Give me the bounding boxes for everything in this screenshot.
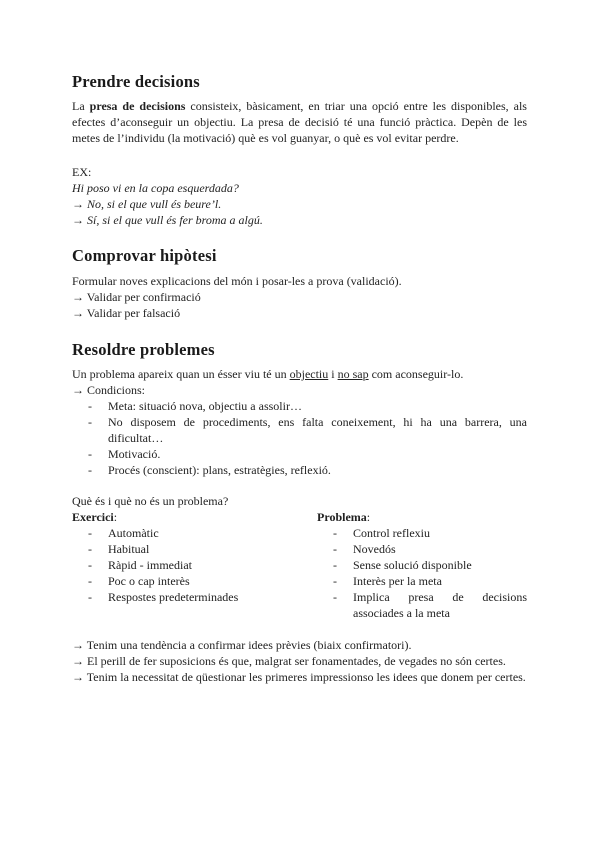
problem-intro (72, 366, 463, 382)
list-item: - Respostes predeterminades (72, 589, 299, 605)
underlined-objectiu: objectiu (289, 367, 329, 381)
hypothesis-text: Formular noves explicacions del món i posar-les a prova (validació). (72, 274, 402, 288)
underlined-no-sap: no sap (337, 367, 369, 381)
column-heading-exercici (72, 509, 299, 525)
text-span: La (72, 99, 90, 113)
list-item: - Ràpid - immediat (72, 557, 299, 573)
list-item: - Implica presa de decisions associades a la meta (317, 589, 527, 621)
heading-comprovar-hipotesi: Comprovar hipòtesi (72, 246, 217, 265)
note-questioning: → Tenim la necessitat de qüestionar les primeres impressionso les idees que donem per certes. (72, 670, 526, 684)
comparison-columns (72, 509, 527, 621)
text-span: Un problema apareix quan un ésser viu té un (72, 367, 290, 381)
list-item: - Habitual (72, 541, 299, 557)
list-item: - No disposem de procediments, ens falta coneixement, hi ha una barrera, una dificultat… (72, 414, 527, 446)
note-confirmation-bias: → Tenim una tendència a confirmar idees prèvies (biaix confirmatori). (72, 638, 412, 652)
column-heading-problema (317, 509, 527, 525)
list-item: - Novedós (317, 541, 527, 557)
exercici-title: Exercici (72, 510, 114, 524)
column-exercici (72, 509, 299, 621)
problema-title: Problema (317, 510, 367, 524)
example-answer-yes: → Sí, si el que vull és fer broma a algú. (72, 213, 263, 227)
problem-question: Què és i què no és un problema? (72, 494, 229, 508)
list-item: - Meta: situació nova, objectiu a assolir… (72, 398, 527, 414)
text-span: i (328, 367, 338, 381)
problema-list (317, 525, 527, 621)
paragraph-decisions (72, 98, 527, 146)
column-problema (317, 509, 527, 621)
list-item: - Interès per la meta (317, 573, 527, 589)
text-span: : (113, 510, 118, 524)
heading-prendre-decisions: Prendre decisions (72, 72, 200, 91)
validation-falsification: → Validar per falsació (72, 306, 181, 320)
list-item: - Motivació. (72, 446, 527, 462)
list-item: - Poc o cap interès (72, 573, 299, 589)
validation-confirmation: → Validar per confirmació (72, 290, 201, 304)
example-question: Hi poso vi en la copa esquerdada? (72, 181, 239, 195)
bold-term: presa de decisions (89, 99, 186, 113)
exercici-list (72, 525, 299, 605)
conditions-list (72, 398, 527, 478)
list-item: - Automàtic (72, 525, 299, 541)
text-span: : (366, 510, 371, 524)
list-item: - Control reflexiu (317, 525, 527, 541)
list-item: - Sense solució disponible (317, 557, 527, 573)
list-item: - Procés (conscient): plans, estratègies, reflexió. (72, 462, 527, 478)
heading-resoldre-problemes: Resoldre problemes (72, 340, 215, 359)
text-span: com aconseguir-lo. (368, 367, 464, 381)
text-span: consisteix, bàsicament, en triar una opció entre les disponibles, als efectes d’aconseguir un objectiu. La presa de decisió té una funció pràctica. Depèn de les metes de l’individu (la motivació) què es vol guanyar, o què es vol evitar perdre. (72, 99, 527, 145)
example-answer-no: → No, si el que vull és beure’l. (72, 197, 222, 211)
conditions-label: → Condicions: (72, 383, 146, 397)
example-label: EX: (72, 165, 92, 179)
note-assumptions: → El perill de fer suposicions és que, malgrat ser fonamentades, de vegades no són certes. (72, 654, 506, 668)
